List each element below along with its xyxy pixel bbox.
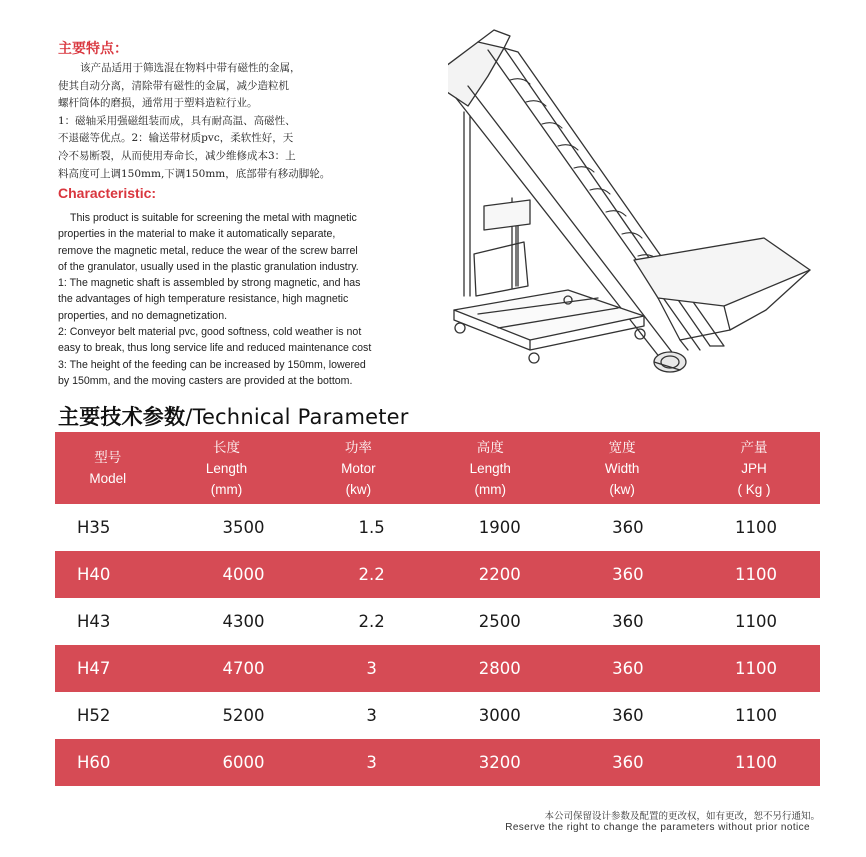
english-characteristic-title: Characteristic:	[58, 185, 157, 201]
heading-en: /Technical Parameter	[185, 405, 409, 429]
cn-line: 冷不易断裂，从而使用寿命长，减少维修成本3：上	[58, 149, 296, 162]
table-row	[55, 692, 820, 739]
header-unit: (kw)	[609, 481, 635, 497]
en-line: easy to break, thus long service life and reduced maintenance cost	[58, 342, 372, 355]
table-row	[55, 504, 820, 551]
cell-output: 1100	[734, 565, 777, 584]
cell-motor: 2.2	[358, 612, 385, 631]
header-height	[424, 432, 556, 504]
technical-parameter-heading	[58, 401, 409, 431]
cell-motor: 3	[366, 753, 377, 772]
cell-height: 1900	[478, 518, 521, 537]
cell-width: 360	[612, 612, 644, 631]
header-cn: 宽度	[608, 439, 636, 455]
table-row	[55, 739, 820, 786]
cell-model: H60	[77, 753, 111, 772]
en-line: by 150mm, and the moving casters are provided at the bottom.	[58, 374, 353, 387]
en-line: 3: The height of the feeding can be increased by 150mm, lowered	[58, 358, 366, 371]
cell-motor: 1.5	[358, 518, 385, 537]
cell-model: H43	[77, 612, 111, 631]
header-motor	[292, 432, 424, 504]
cell-length: 3500	[222, 518, 265, 537]
cell-height: 2800	[478, 659, 521, 678]
cell-output: 1100	[734, 518, 777, 537]
cell-model: H40	[77, 565, 111, 584]
cell-length: 6000	[222, 753, 265, 772]
header-en: Length	[205, 460, 248, 476]
cell-output: 1100	[734, 659, 777, 678]
en-line: properties in the material to make it automatically separate,	[58, 228, 336, 241]
header-cn: 产量	[740, 439, 768, 455]
en-line: 1: The magnetic shaft is assembled by strong magnetic, and has	[58, 277, 361, 290]
cell-height: 2200	[478, 565, 521, 584]
header-cn: 功率	[344, 439, 372, 455]
en-line: This product is suitable for screening the metal with magnetic	[70, 212, 357, 224]
header-en: Width	[604, 460, 640, 476]
en-line: the advantages of high temperature resistance, high magnetic	[58, 293, 349, 306]
chinese-features-title: 主要特点：	[58, 41, 128, 57]
cell-width: 360	[612, 565, 644, 584]
cell-length: 4300	[222, 612, 265, 631]
header-width	[556, 432, 688, 504]
en-line: remove the magnetic metal, reduce the wear of the screw barrel	[58, 244, 358, 257]
cell-motor: 2.2	[358, 565, 385, 584]
header-unit: ( Kg )	[737, 481, 771, 497]
cn-line: 料高度可上调150mm,下调150mm，底部带有移动脚轮。	[58, 167, 331, 180]
table-row	[55, 551, 820, 598]
cell-length: 4700	[222, 659, 265, 678]
en-line: of the granulator, usually used in the plastic granulation industry.	[58, 260, 359, 273]
header-en: Motor	[341, 460, 376, 476]
cell-model: H52	[77, 706, 111, 725]
header-en: Length	[469, 460, 511, 476]
conveyor-machine-illustration	[448, 28, 828, 388]
header-unit: (mm)	[210, 481, 243, 497]
table-header	[55, 432, 820, 504]
english-characteristic-text	[58, 210, 448, 389]
cell-height: 2500	[478, 612, 521, 631]
chinese-features-text	[58, 60, 358, 183]
header-en: Model	[89, 471, 127, 486]
header-cn: 高度	[476, 439, 504, 455]
cn-line: 不退磁等优点。2：输送带材质pvc，柔软性好，天	[58, 132, 294, 145]
footer-notice-en: Reserve the right to change the parameters without prior notice	[505, 822, 810, 833]
header-cn: 型号	[94, 450, 122, 465]
header-model	[55, 432, 161, 504]
header-length	[161, 432, 293, 504]
header-output	[688, 432, 820, 504]
footer-notice-cn: 本公司保留设计参数及配置的更改权，如有更改，恕不另行通知。	[544, 811, 820, 822]
cn-line: 1：磁轴采用强磁组装而成，具有耐高温、高磁性、	[58, 114, 296, 127]
heading-cn: 主要技术参数	[58, 405, 186, 429]
header-unit: (kw)	[345, 481, 372, 497]
cn-line: 螺杆筒体的磨损，通常用于塑料造粒行业。	[58, 97, 258, 110]
cell-height: 3000	[478, 706, 521, 725]
cell-motor: 3	[366, 706, 377, 725]
header-en: JPH	[741, 460, 767, 476]
cell-output: 1100	[734, 706, 777, 725]
cell-width: 360	[612, 706, 644, 725]
cell-height: 3200	[478, 753, 521, 772]
header-unit: (mm)	[474, 481, 506, 497]
cell-width: 360	[612, 518, 644, 537]
header-cn: 长度	[212, 439, 240, 455]
cell-output: 1100	[734, 612, 777, 631]
cell-length: 5200	[222, 706, 265, 725]
cn-line: 该产品适用于筛选混在物料中带有磁性的金属，	[80, 62, 301, 74]
cn-line: 使其自动分离，清除带有磁性的金属，减少造粒机	[58, 79, 289, 92]
cell-model: H47	[77, 659, 111, 678]
cell-width: 360	[612, 753, 644, 772]
cell-length: 4000	[222, 565, 265, 584]
en-line: 2: Conveyor belt material pvc, good softness, cold weather is not	[58, 326, 362, 339]
table-row	[55, 645, 820, 692]
cell-model: H35	[77, 518, 111, 537]
cell-output: 1100	[734, 753, 777, 772]
parameter-table	[55, 432, 820, 786]
cell-width: 360	[612, 659, 644, 678]
en-line: properties, and no demagnetization.	[58, 309, 228, 322]
cell-motor: 3	[366, 659, 377, 678]
table-row	[55, 598, 820, 645]
